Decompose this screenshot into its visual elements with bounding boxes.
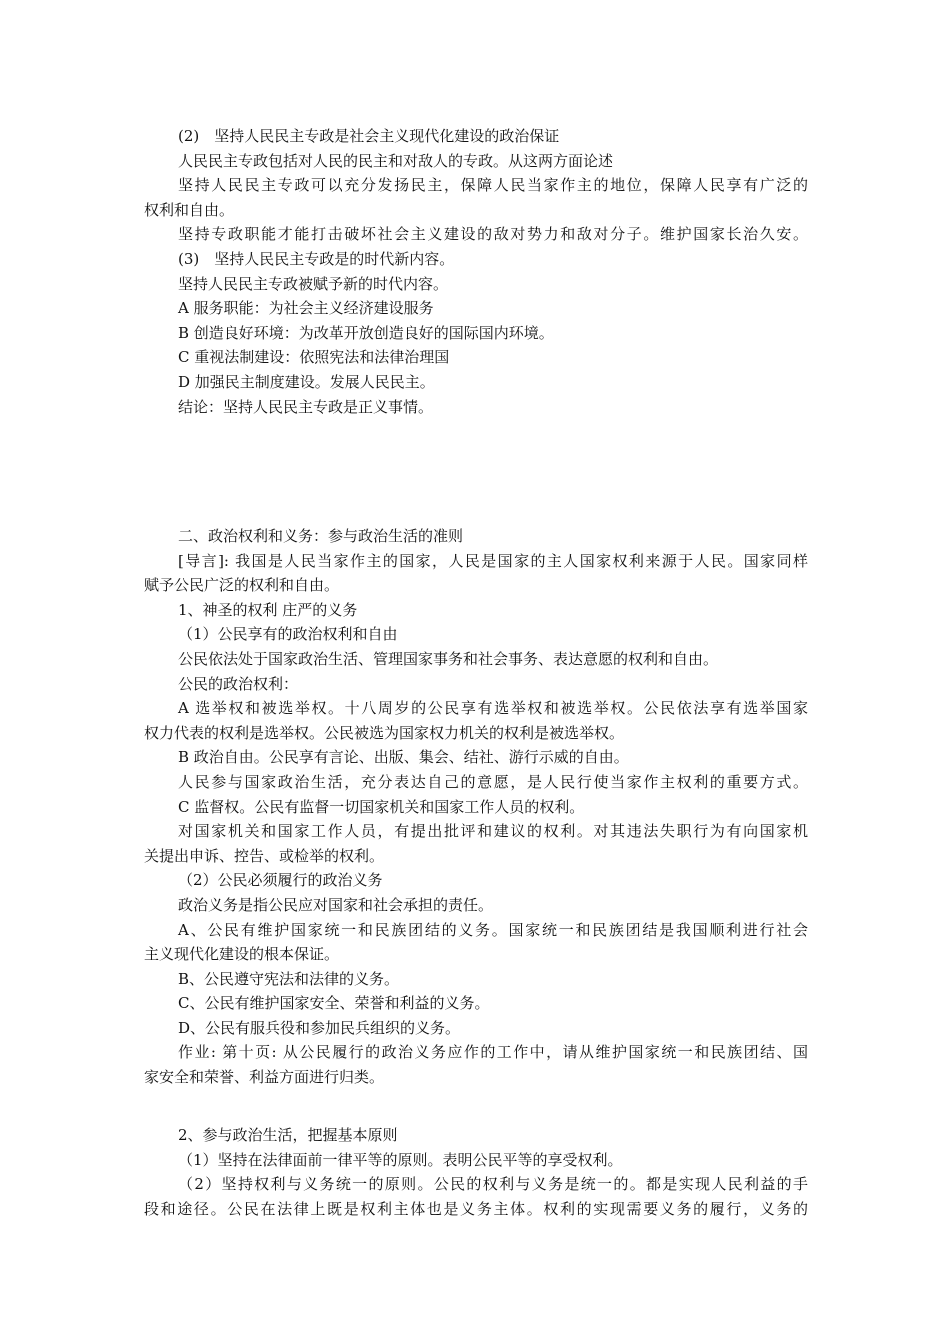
text-line: B 创造良好环境：为改革开放创造良好的国际国内环境。 bbox=[178, 323, 554, 342]
text-line: 结论：坚持人民民主专政是正义事情。 bbox=[178, 397, 434, 416]
text-line: 2、参与政治生活，把握基本原则 bbox=[178, 1126, 398, 1144]
text-line: A 选举权和被选举权。十八周岁的公民享有选举权和被选举权。公民依法享有选举国家 bbox=[178, 699, 808, 718]
text-line: 公民依法处于国家政治生活、管理国家事务和社会事务、表达意愿的权利和自由。 bbox=[178, 649, 719, 668]
text-line: (2) 坚持人民民主专政是社会主义现代化建设的政治保证 bbox=[178, 127, 560, 145]
text-line: 对国家机关和国家工作人员，有提出批评和建议的权利。对其违法失职行为有向国家机 bbox=[178, 822, 808, 841]
text-line: C 重视法制建设：依照宪法和法律治理国 bbox=[178, 348, 450, 367]
text-line: [导言]: 我国是人民当家作主的国家，人民是国家的主人国家权利来源于人民。国家同样 bbox=[178, 551, 808, 570]
text-line: （2）公民必须履行的政治义务 bbox=[178, 871, 383, 890]
text-line: 1、神圣的权利 庄严的义务 bbox=[178, 600, 358, 619]
text-line: B 政治自由。公民享有言论、出版、集会、结社、游行示威的自由。 bbox=[178, 748, 629, 767]
text-line: C 监督权。公民有监督一切国家机关和国家工作人员的权利。 bbox=[178, 797, 585, 816]
text-line: 关提出申诉、控告、或检举的权利。 bbox=[144, 846, 385, 865]
text-line: B、公民遵守宪法和法律的义务。 bbox=[178, 969, 400, 988]
text-line: D 加强民主制度建设。发展人民民主。 bbox=[178, 372, 435, 391]
text-line: 二、政治权利和义务：参与政治生活的准则 bbox=[178, 527, 464, 545]
text-line: 作业: 第十页: 从公民履行的政治义务应作的工作中，请从维护国家统一和民族团结、国 bbox=[178, 1043, 808, 1062]
section-political-rights-and-duties bbox=[144, 524, 808, 1090]
text-line: 公民的政治权利： bbox=[178, 674, 299, 693]
text-line: 坚持专政职能才能打击破坏社会主义建设的敌对势力和敌对分子。维护国家长治久安。 bbox=[178, 225, 808, 244]
text-line: C、公民有维护国家安全、荣誉和利益的义务。 bbox=[178, 994, 490, 1013]
text-line: 权力代表的权利是选举权。公民被选为国家权力机关的权利是被选举权。 bbox=[144, 723, 625, 742]
text-line: 段和途径。公民在法律上既是权利主体也是义务主体。权利的实现需要义务的履行，义务的 bbox=[144, 1199, 808, 1218]
text-line: 权利和自由。 bbox=[144, 200, 235, 219]
text-line: 政治义务是指公民应对国家和社会承担的责任。 bbox=[178, 895, 494, 914]
text-line: 家安全和荣誉、利益方面进行归类。 bbox=[144, 1068, 385, 1087]
text-line: 主义现代化建设的根本保证。 bbox=[144, 945, 340, 964]
text-line: D、公民有服兵役和参加民兵组织的义务。 bbox=[178, 1018, 461, 1037]
text-line: (3) 坚持人民民主专政是的时代新内容。 bbox=[178, 249, 455, 268]
text-line: A、公民有维护国家统一和民族团结的义务。国家统一和民族团结是我国顺利进行社会 bbox=[178, 920, 808, 939]
text-line: 人民民主专政包括对人民的民主和对敌人的专政。从这两方面论述 bbox=[178, 151, 614, 170]
section-basic-principles bbox=[144, 1123, 808, 1221]
text-line: 赋予公民广泛的权利和自由。 bbox=[144, 576, 340, 595]
text-line: 人民参与国家政治生活，充分表达自己的意愿，是人民行使当家作主权利的重要方式。 bbox=[178, 772, 808, 791]
text-line: （1）坚持在法律面前一律平等的原则。表明公民平等的享受权利。 bbox=[178, 1150, 623, 1169]
text-line: A 服务职能：为社会主义经济建设服务 bbox=[178, 299, 434, 318]
text-line: 坚持人民民主专政可以充分发扬民主，保障人民当家作主的地位，保障人民享有广泛的 bbox=[178, 176, 808, 195]
text-line: （1）公民享有的政治权利和自由 bbox=[178, 625, 398, 644]
section-people-democratic-dictatorship bbox=[144, 124, 808, 419]
text-line: （2）坚持权利与义务统一的原则。公民的权利与义务是统一的。都是实现人民利益的手 bbox=[178, 1175, 808, 1194]
text-line: 坚持人民民主专政被赋予新的时代内容。 bbox=[178, 274, 449, 293]
